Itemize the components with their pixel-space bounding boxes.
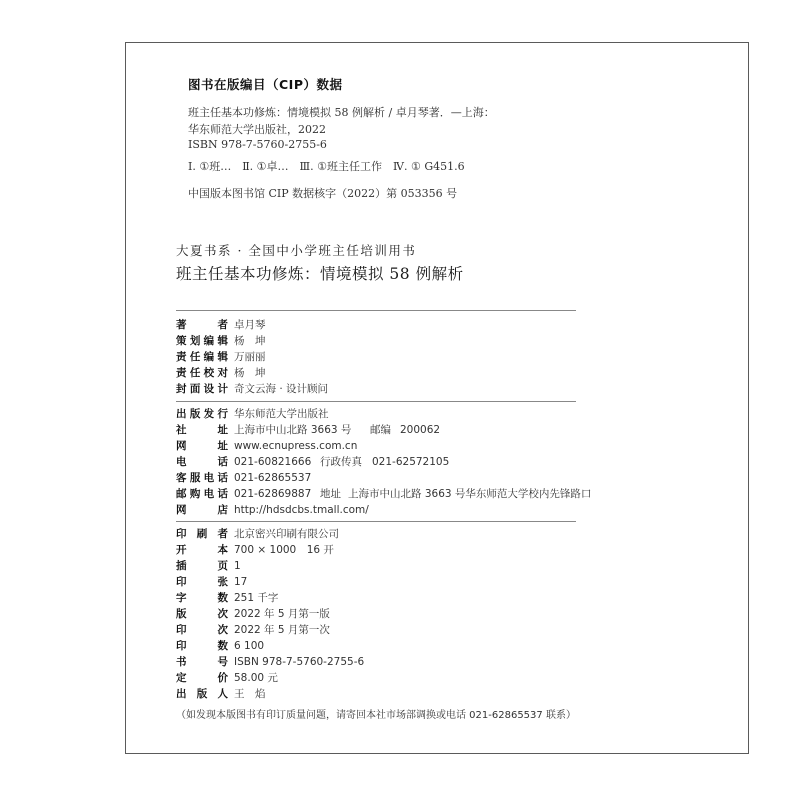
spec-label: 字 数 <box>176 592 228 604</box>
spec-label: 版 次 <box>176 608 228 620</box>
spec-value: 2022 年 5 月第一版 <box>234 608 330 620</box>
divider <box>176 401 576 402</box>
shop-link[interactable]: http://hdsdcbs.tmall.com/ <box>234 504 369 516</box>
spec-value: 17 <box>234 576 248 588</box>
spec-value: 700 × 1000 16 开 <box>234 544 334 556</box>
cip-line-4: Ⅰ. ①班… Ⅱ. ①卓… Ⅲ. ①班主任工作 Ⅳ. ① G451.6 <box>188 160 465 173</box>
spec-label: 印 刷 者 <box>176 528 228 540</box>
credit-label: 封面设计 <box>176 383 228 395</box>
credit-value: 杨 坤 <box>234 367 266 379</box>
series-name: 大夏书系 · 全国中小学班主任培训用书 <box>176 243 417 258</box>
cip-line-1: 班主任基本功修炼：情境模拟 58 例解析 / 卓月琴著．—上海： <box>188 106 495 119</box>
mail-order-value: 021-62869887 <box>234 488 312 500</box>
credit-value: 奇文云海 · 设计顾问 <box>234 383 329 395</box>
credit-value: 卓月琴 <box>234 319 266 331</box>
spec-label: 定 价 <box>176 672 228 684</box>
address-label: 社 址 <box>176 424 228 436</box>
spec-value: 北京密兴印刷有限公司 <box>234 528 339 540</box>
phone-label: 电 话 <box>176 456 228 468</box>
cip-line-2: 华东师范大学出版社，2022 <box>188 123 326 136</box>
credit-value: 杨 坤 <box>234 335 266 347</box>
spec-label: 印 张 <box>176 576 228 588</box>
credit-label: 著 者 <box>176 319 228 331</box>
spec-value: 251 千字 <box>234 592 279 604</box>
cip-line-3: ISBN 978-7-5760-2755-6 <box>188 138 327 151</box>
spec-value: 2022 年 5 月第一次 <box>234 624 330 636</box>
cip-line-5: 中国版本图书馆 CIP 数据核字（2022）第 053356 号 <box>188 187 458 200</box>
credit-value: 万丽丽 <box>234 351 266 363</box>
book-title: 班主任基本功修炼：情境模拟 58 例解析 <box>176 265 464 283</box>
service-value: 021-62865537 <box>234 472 312 484</box>
divider <box>176 521 576 522</box>
address-value: 上海市中山北路 3663 号 <box>234 424 352 436</box>
spec-label: 书 号 <box>176 656 228 668</box>
spec-value: 58.00 元 <box>234 672 278 684</box>
spec-label: 开 本 <box>176 544 228 556</box>
spec-value: ISBN 978-7-5760-2755-6 <box>234 656 365 668</box>
divider <box>176 310 576 311</box>
postcode-label: 邮编 <box>370 424 391 436</box>
spec-label: 插 页 <box>176 560 228 572</box>
mail-address-value: 上海市中山北路 3663 号华东师范大学校内先锋路口 <box>348 488 592 500</box>
publisher-label: 出版发行 <box>176 408 228 420</box>
postcode-value: 200062 <box>400 424 441 436</box>
publisher-name: 华东师范大学出版社 <box>234 408 329 420</box>
publisher-person-label: 出 版 人 <box>176 688 228 700</box>
publisher-person-value: 王 焰 <box>234 688 266 700</box>
quality-note: （如发现本版图书有印订质量问题，请寄回本社市场部调换或电话 021-62865537 联系） <box>176 710 576 721</box>
website-label: 网 址 <box>176 440 228 452</box>
shop-label: 网 店 <box>176 504 228 516</box>
mail-address-label: 地址 <box>320 488 341 500</box>
spec-value: 1 <box>234 560 241 572</box>
spec-label: 印 次 <box>176 624 228 636</box>
spec-value: 6 100 <box>234 640 265 652</box>
fax-value: 021-62572105 <box>372 456 450 468</box>
credit-label: 策划编辑 <box>176 335 228 347</box>
phone-value: 021-60821666 <box>234 456 312 468</box>
spec-label: 印 数 <box>176 640 228 652</box>
credit-label: 责任编辑 <box>176 351 228 363</box>
cip-heading: 图书在版编目（CIP）数据 <box>188 77 343 92</box>
fax-label: 行政传真 <box>320 456 362 468</box>
website-link[interactable]: www.ecnupress.com.cn <box>234 440 358 452</box>
service-label: 客服电话 <box>176 472 228 484</box>
mail-order-label: 邮购电话 <box>176 488 228 500</box>
credit-label: 责任校对 <box>176 367 228 379</box>
